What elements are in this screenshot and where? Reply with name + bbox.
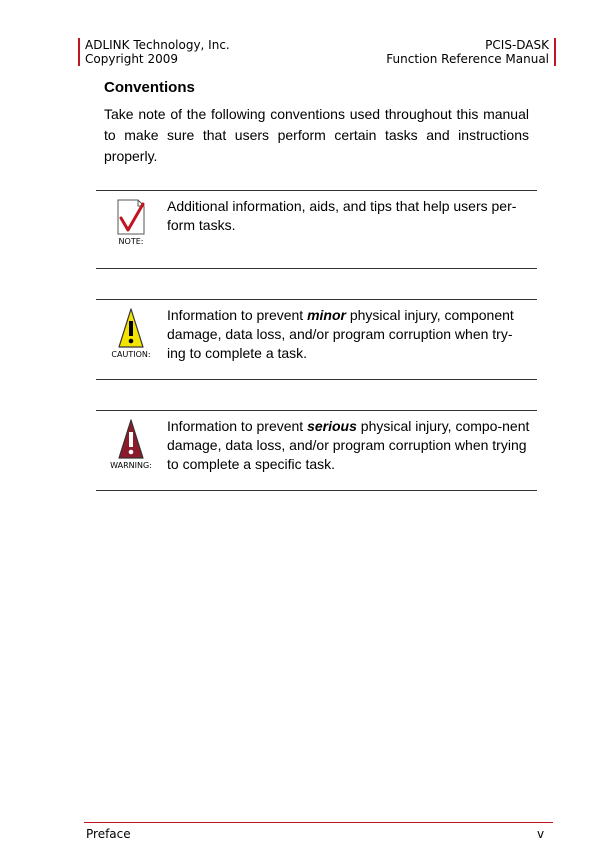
caution-emphasis: minor <box>307 307 346 323</box>
warning-text: Information to prevent serious physical injury, compo-nent damage, data loss, and/or program corruption when trying to complete a specific task. <box>167 418 530 472</box>
warning-box <box>96 410 537 491</box>
header-right <box>386 38 556 66</box>
note-box <box>96 190 537 269</box>
footer-section: Preface <box>86 827 131 841</box>
footer-divider <box>84 822 553 823</box>
header-manual: Function Reference Manual <box>386 52 549 66</box>
warning-triangle-icon <box>118 419 144 459</box>
caution-box <box>96 299 537 380</box>
warning-label: WARNING: <box>110 461 152 470</box>
warning-emphasis: serious <box>307 418 357 434</box>
note-text: Additional information, aids, and tips that help users per-form tasks. <box>167 198 517 233</box>
header-copyright: Copyright 2009 <box>85 52 178 66</box>
footer-page-number: v <box>537 827 545 841</box>
header-company: ADLINK Technology, Inc. <box>85 38 230 52</box>
caution-text: Information to prevent minor physical injury, component damage, data loss, and/or program corruption when try-ing to complete a task. <box>167 307 514 361</box>
caution-label: CAUTION: <box>111 350 151 359</box>
caution-triangle-icon <box>118 308 144 348</box>
note-label: NOTE: <box>118 237 144 246</box>
section-title: Conventions <box>104 79 195 96</box>
header-product: PCIS-DASK <box>485 38 549 52</box>
note-check-icon <box>117 199 145 235</box>
header-left <box>78 38 230 66</box>
section-intro: Take note of the following conventions used throughout this manual to make sure that users perform certain tasks and instructions properly. <box>104 106 529 164</box>
